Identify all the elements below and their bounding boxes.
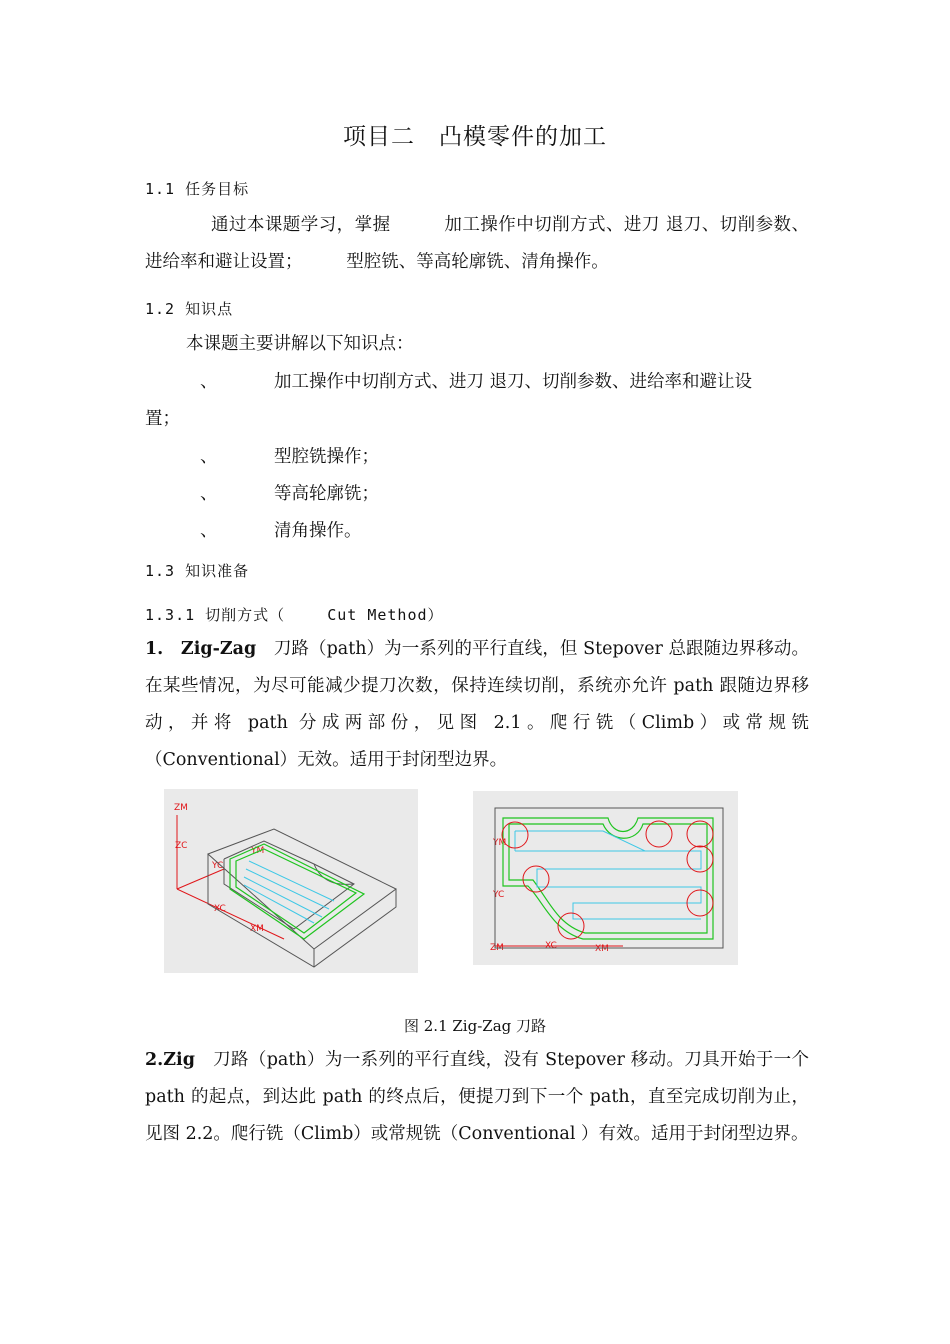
axis-label: YC bbox=[212, 861, 224, 871]
list-item-marker: 、 bbox=[200, 372, 218, 392]
list-item-marker: 、 bbox=[200, 447, 218, 467]
axis-label: XM bbox=[595, 944, 609, 954]
figure-top-view bbox=[473, 791, 738, 965]
page-title: 项目二 凸模零件的加工 bbox=[343, 124, 607, 150]
axis-label: ZM bbox=[490, 943, 504, 953]
list-item: 型腔铣操作； bbox=[274, 447, 379, 467]
section-heading-1-1: 1.1 任务目标 bbox=[145, 180, 250, 198]
figure-caption: 图 2.1 Zig-Zag 刀路 bbox=[403, 1017, 547, 1035]
paragraph-label: 1. Zig-Zag bbox=[145, 639, 257, 659]
axis-label: YC bbox=[493, 890, 505, 900]
isometric-drawing bbox=[164, 789, 418, 973]
subsection-heading-1-3-1: 1.3.1 切削方式（ Cut Method） bbox=[145, 606, 444, 624]
axis-label: ZC bbox=[175, 841, 188, 851]
list-item-marker: 、 bbox=[200, 484, 218, 504]
list-item-marker: 、 bbox=[200, 521, 218, 541]
axis-label: YM bbox=[251, 846, 265, 856]
axis-label: XC bbox=[214, 904, 226, 914]
figure-isometric-view bbox=[164, 789, 418, 973]
list-item-continuation: 置； bbox=[145, 409, 180, 429]
paragraph-zig bbox=[145, 1042, 809, 1153]
list-item: 清角操作。 bbox=[274, 521, 362, 541]
paragraph-text: 刀路（path）为一系列的平行直线，没有 Stepover 移动。刀具开始于一个 path 的起点，到达此 path 的终点后，便提刀到下一个 path，直至完成切削为止，见图 2.2。爬行铣（Climb）或常规铣（Conventional ）有效。适用于封闭型边界。 bbox=[145, 1050, 809, 1144]
top-view-drawing bbox=[473, 791, 738, 965]
list-item: 等高轮廓铣； bbox=[274, 484, 379, 504]
axis-label: ZM bbox=[174, 803, 188, 813]
section-1-1-paragraph: 通过本课题学习，掌握 加工操作中切削方式、进刀 退刀、切削参数、进给率和避让设置； 型腔铣、等高轮廓铣、清角操作。 bbox=[145, 215, 809, 272]
section-heading-1-3: 1.3 知识准备 bbox=[145, 562, 250, 580]
axis-label: XM bbox=[250, 924, 264, 934]
axis-label: YM bbox=[493, 838, 507, 848]
paragraph-text: 刀路（path）为一系列的平行直线，但 Stepover 总跟随边界移动。在某些情况，为尽可能减少提刀次数，保持连续切削，系统亦允许 path 跟随边界移动，并将 path 分成两部份，见图 2.1。爬行铣（Climb）或常规铣（Conventional）无效。适用于封闭型边界。 bbox=[145, 639, 809, 770]
paragraph-zig-zag bbox=[145, 631, 809, 779]
paragraph-label: 2.Zig bbox=[145, 1050, 195, 1070]
axis-label: XC bbox=[545, 941, 557, 951]
list-item: 加工操作中切削方式、进刀 退刀、切削参数、进给率和避让设 bbox=[274, 372, 753, 392]
section-1-2-intro: 本课题主要讲解以下知识点： bbox=[186, 334, 414, 354]
section-heading-1-2: 1.2 知识点 bbox=[145, 300, 234, 318]
